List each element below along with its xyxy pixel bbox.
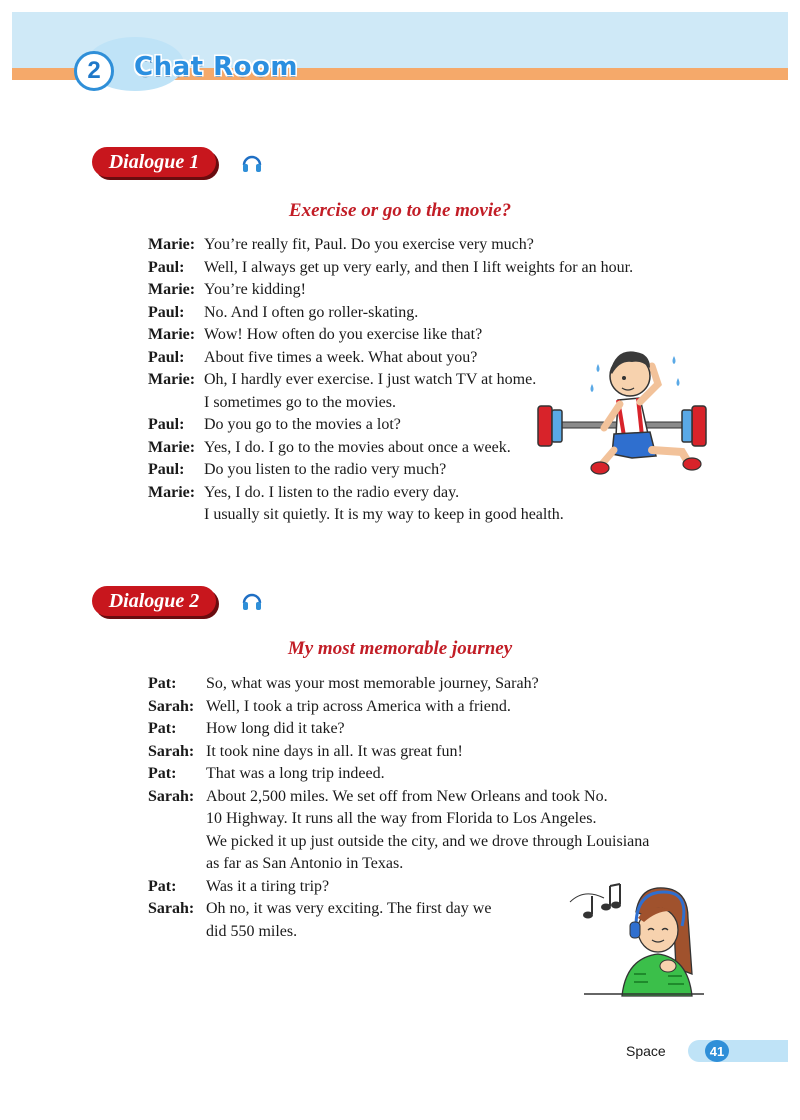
dialogue-line xyxy=(148,808,708,831)
dialogue-line xyxy=(148,673,708,696)
dialogue-line xyxy=(148,504,708,527)
dialogue-line xyxy=(148,786,708,809)
footer-bar xyxy=(688,1040,788,1062)
boy-weightlifting-illustration xyxy=(532,338,714,480)
dialogue-line xyxy=(148,696,708,719)
speaker-name xyxy=(148,392,204,415)
line-text: Do you go to the movies a lot? xyxy=(204,416,401,433)
page-number: 41 xyxy=(705,1040,729,1062)
dialogue-line xyxy=(148,234,708,257)
line-text: did 550 miles. xyxy=(206,922,298,940)
line-text: I sometimes go to the movies. xyxy=(204,393,396,411)
dialogue-line xyxy=(148,831,708,854)
dialogue-1-title: Exercise or go to the movie? xyxy=(288,200,512,221)
speaker-name xyxy=(148,921,206,944)
dialogue-line xyxy=(148,279,708,302)
headphones-icon[interactable] xyxy=(241,590,263,612)
dialogue-line xyxy=(148,763,708,786)
line-text: You’re kidding! xyxy=(204,281,306,298)
line-text: Oh, I hardly ever exercise. I just watch TV at home. xyxy=(204,371,537,388)
speaker-name: Marie: xyxy=(148,236,196,253)
line-text: Well, I always get up very early, and then I lift weights for an hour. xyxy=(204,258,634,276)
speaker-name: Sarah: xyxy=(148,900,195,917)
speaker-name: Pat: xyxy=(148,765,177,782)
speaker-name: Sarah: xyxy=(148,697,195,715)
speaker-name: Marie: xyxy=(148,483,196,501)
dialogue-2-tag: Dialogue 2 xyxy=(92,586,216,616)
dialogue-line xyxy=(148,482,708,505)
dialogue-line xyxy=(148,853,708,876)
line-text: So, what was your most memorable journey, Sarah? xyxy=(206,675,539,692)
speaker-name: Pat: xyxy=(148,877,177,895)
speaker-name xyxy=(148,504,204,527)
dialogue-2-title: My most memorable journey xyxy=(287,638,513,659)
headphones-icon[interactable] xyxy=(241,152,263,174)
speaker-name: Sarah: xyxy=(148,787,195,805)
line-text: You’re really fit, Paul. Do you exercise very much? xyxy=(204,236,534,253)
line-text: That was a long trip indeed. xyxy=(206,765,385,782)
speaker-name: Paul: xyxy=(148,461,185,478)
line-text: Wow! How often do you exercise like that? xyxy=(204,326,483,343)
speaker-name: Marie: xyxy=(148,281,196,298)
line-text: Yes, I do. I go to the movies about once a week. xyxy=(204,438,511,456)
dialogue-line xyxy=(148,302,708,325)
speaker-name: Marie: xyxy=(148,326,196,343)
line-text: Well, I took a trip across America with a friend. xyxy=(206,697,511,715)
speaker-name: Paul: xyxy=(148,416,185,433)
speaker-name: Paul: xyxy=(148,258,185,276)
line-text: 10 Highway. It runs all the way from Florida to Los Angeles. xyxy=(206,810,597,827)
line-text: No. And I often go roller-skating. xyxy=(204,303,419,321)
speaker-name: Marie: xyxy=(148,371,196,388)
line-text: Oh no, it was very exciting. The first day we xyxy=(206,900,492,917)
line-text: How long did it take? xyxy=(206,720,345,737)
line-text: Do you listen to the radio very much? xyxy=(204,461,447,478)
speaker-name xyxy=(148,853,206,876)
line-text: We picked it up just outside the city, and we drove through Louisiana xyxy=(206,832,650,850)
line-text: as far as San Antonio in Texas. xyxy=(206,855,404,872)
dialogue-1-tag: Dialogue 1 xyxy=(92,147,216,177)
speaker-name: Sarah: xyxy=(148,742,195,760)
speaker-name xyxy=(148,831,206,854)
speaker-name: Marie: xyxy=(148,438,196,456)
line-text: About 2,500 miles. We set off from New Orleans and took No. xyxy=(206,787,608,805)
speaker-name: Pat: xyxy=(148,675,177,692)
line-text: Yes, I do. I listen to the radio every day. xyxy=(204,483,460,501)
section-number-badge: 2 xyxy=(74,51,114,91)
footer-unit-label: Space xyxy=(626,1043,666,1059)
speaker-name: Paul: xyxy=(148,303,185,321)
line-text: I usually sit quietly. It is my way to keep in good health. xyxy=(204,506,564,523)
line-text: It took nine days in all. It was great fun! xyxy=(206,742,463,760)
dialogue-line xyxy=(148,718,708,741)
speaker-name: Pat: xyxy=(148,720,177,737)
line-text: About five times a week. What about you? xyxy=(204,348,478,366)
speaker-name: Paul: xyxy=(148,348,185,366)
dialogue-line xyxy=(148,257,708,280)
line-text: Was it a tiring trip? xyxy=(206,877,330,895)
section-title: Chat Room xyxy=(134,52,298,82)
girl-listening-music-illustration xyxy=(564,878,714,998)
speaker-name xyxy=(148,808,206,831)
dialogue-line xyxy=(148,741,708,764)
